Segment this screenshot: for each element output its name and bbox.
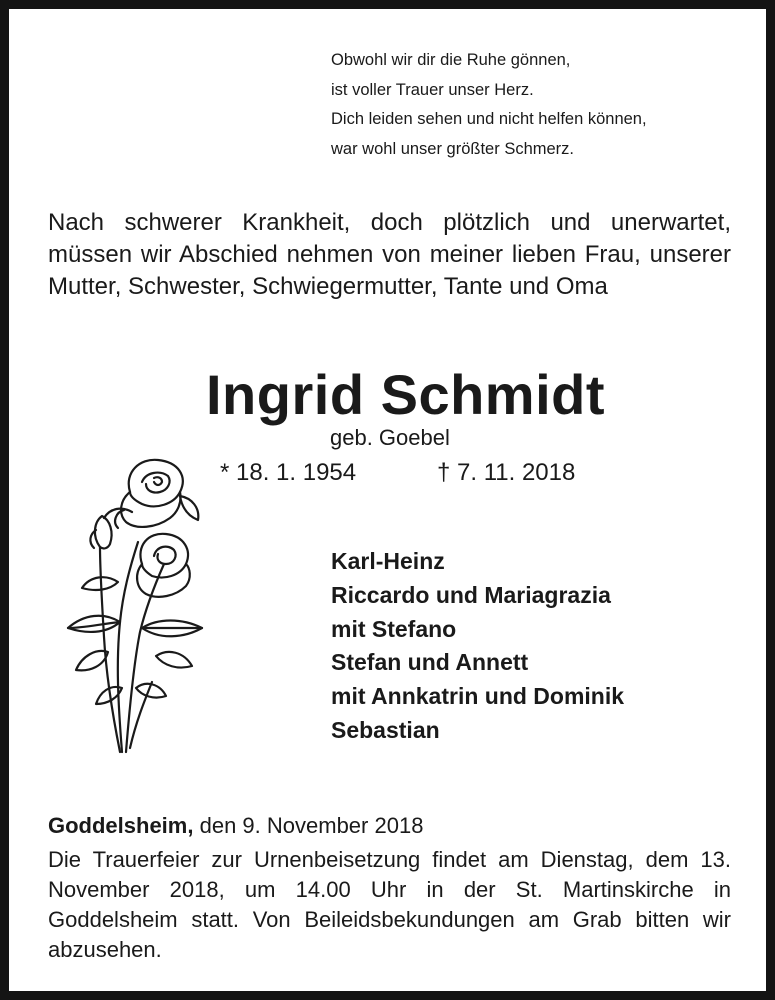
notice-date: den 9. November 2018 bbox=[199, 813, 424, 838]
rose-illustration-icon bbox=[60, 452, 220, 762]
intro-text: Nach schwerer Krankheit, doch plötzlich und unerwartet, müssen wir Abschied nehmen von meiner lieben Frau, unserer Mutter, Schwester, Schwiegermutter, Tante und Oma bbox=[48, 209, 731, 300]
deceased-name: Ingrid Schmidt bbox=[206, 363, 605, 426]
place-and-date bbox=[48, 811, 423, 841]
maiden-name: geb. Goebel bbox=[330, 425, 450, 450]
place-name: Goddelsheim, bbox=[48, 813, 194, 838]
mourner-line: mit Stefano bbox=[331, 615, 457, 642]
death-date: † 7. 11. 2018 bbox=[437, 459, 576, 486]
mourners-list bbox=[331, 545, 624, 748]
mourner-line: mit Annkatrin und Dominik bbox=[331, 683, 625, 710]
poem-line: ist voller Trauer unser Herz. bbox=[331, 80, 534, 99]
mourner-line: Riccardo und Mariagrazia bbox=[331, 581, 611, 608]
mourner-line: Karl-Heinz bbox=[331, 548, 445, 574]
poem-line: Obwohl wir dir die Ruhe gönnen, bbox=[331, 51, 571, 69]
funeral-notice: Die Trauerfeier zur Urnenbeisetzung findet am Dienstag, dem 13. November 2018, um 14.00 Uhr in der St. Martinskirche in Goddelsheim statt. Von Beileidsbekundungen am Grab bitten wir abzusehen. bbox=[48, 847, 731, 962]
poem-line: war wohl unser größter Schmerz. bbox=[331, 139, 574, 158]
memorial-poem bbox=[331, 46, 647, 164]
mourner-line: Sebastian bbox=[331, 716, 440, 743]
poem-line: Dich leiden sehen und nicht helfen können, bbox=[331, 110, 647, 128]
mourner-line: Stefan und Annett bbox=[331, 649, 529, 676]
birth-date: * 18. 1. 1954 bbox=[220, 459, 357, 486]
